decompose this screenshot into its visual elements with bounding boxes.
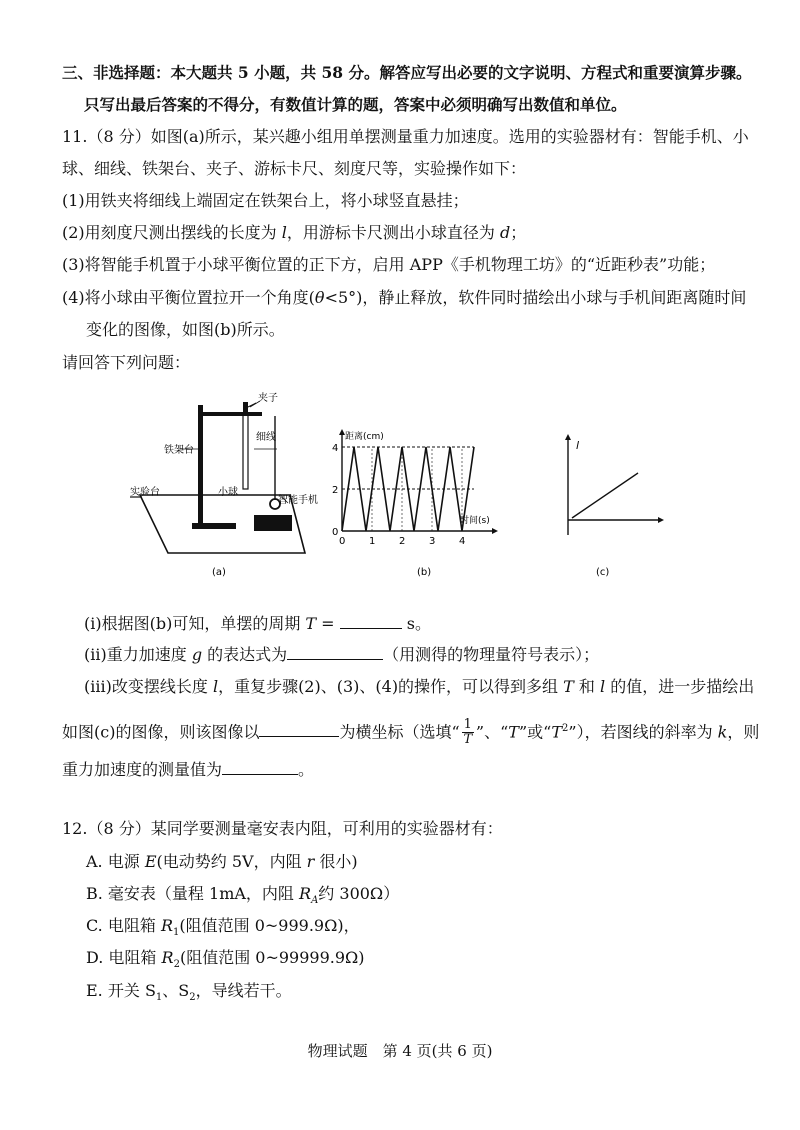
answer-blank-x-axis[interactable]: [259, 720, 339, 737]
q11-sub3-line2: 如图(c)的图像，则该图像以 为横坐标（选填“ $\frac{1}{T}$ ”、“T”或“$T^2$”），若图线的斜率为 k，则: [62, 717, 760, 748]
label-string: 细线: [256, 432, 276, 443]
q12-option-c: C. 电阻箱 $R_1$(阻值范围 0~999.9Ω)，: [86, 916, 360, 939]
page-footer: 物理试题 第 4 页(共 6 页): [307, 1042, 493, 1060]
answer-blank-g-expression[interactable]: [287, 643, 383, 660]
q12-option-e: E. 开关 $S_1$、$S_2$，导线若干。: [86, 981, 292, 1004]
q12-option-d: D. 电阻箱 $R_2$(阻值范围 0~99999.9Ω): [86, 948, 365, 971]
label-ball: 小球: [218, 487, 238, 498]
graph-c-ylabel: l: [576, 439, 580, 452]
q11-step3: (3)将智能手机置于小球平衡位置的正下方，启用 APP《手机物理工坊》的“近距秒表”功能；: [62, 255, 716, 274]
chart-x-tick-label: 1: [369, 536, 376, 547]
q11-intro-line2: 球、细线、铁架台、夹子、游标卡尺、刻度尺等，实验操作如下：: [62, 159, 527, 178]
q12-intro: 12.（8 分）某同学要测量毫安表内阻，可利用的实验器材有：: [62, 819, 503, 838]
caption-b: (b): [417, 567, 432, 578]
label-clamp: 夹子: [258, 393, 278, 404]
q11-sub3-line3: 重力加速度的测量值为 。: [62, 760, 315, 779]
q11-step4-cont: 变化的图像，如图(b)所示。: [86, 320, 285, 339]
graph-c-line: [572, 473, 638, 518]
section-instruction-line2: 只写出最后答案的不得分，有数值计算的题，答案中必须明确写出数值和单位。: [84, 95, 627, 114]
fraction-1-over-T: $\frac{1}{T}$: [463, 717, 473, 748]
chart-ylabel: 距离(cm): [345, 432, 384, 442]
chart-xlabel: 时间(s): [460, 516, 490, 526]
q11-sub1: (i)根据图(b)可知，单摆的周期 T = s。: [84, 614, 431, 633]
chart-x-tick-label: 3: [429, 536, 436, 547]
stand-pole: [198, 405, 203, 525]
chart-y-tick-label: 0: [332, 527, 339, 538]
label-phone: 智能手机: [278, 495, 318, 506]
label-stand: 铁架台: [164, 445, 194, 456]
smartphone: [254, 515, 292, 531]
q11-step2: (2)用刻度尺测出摆线的长度为 l，用游标卡尺测出小球直径为 d；: [62, 223, 527, 242]
caption-c: (c): [596, 567, 610, 578]
chart-y-tick-label: 2: [332, 485, 339, 496]
caption-a: (a): [212, 567, 226, 578]
answer-blank-period[interactable]: [340, 612, 402, 629]
q11-sub2: (ii)重力加速度 g 的表达式为 （用测得的物理量符号表示）；: [84, 645, 600, 664]
figure-b-chart: [332, 429, 498, 578]
chart-x-tick-label: 4: [459, 536, 466, 547]
section-instruction-line1: 三、非选择题：本大题共 5 小题，共 58 分。解答应写出必要的文字说明、方程式和重要演算步骤。: [62, 63, 752, 82]
chart-y-tick-label: 4: [332, 443, 339, 454]
q11-sub3-line1: (iii)改变摆线长度 l，重复步骤(2)、(3)、(4)的操作，可以得到多组 T 和 l 的值，进一步描绘出: [84, 677, 755, 696]
q11-intro-line1: 11.（8 分）如图(a)所示，某兴趣小组用单摆测量重力加速度。选用的实验器材有：智能手机、小: [62, 127, 749, 146]
stand-arm: [200, 412, 262, 416]
answer-blank-g-value[interactable]: [222, 758, 298, 775]
q11-step1: (1)用铁夹将细线上端固定在铁架台上，将小球竖直悬挂；: [62, 191, 469, 210]
q12-option-b: B. 毫安表（量程 1mA，内阻 $R_A$约 300Ω）: [86, 884, 400, 907]
figure-c-graph: [565, 434, 664, 578]
figures-panel: [120, 385, 680, 585]
chart-origin-label: 0: [339, 536, 346, 547]
figure-a-apparatus: [130, 391, 318, 578]
q11-ask: 请回答下列问题：: [62, 353, 191, 372]
q12-option-a: A. 电源 E(电动势约 5V，内阻 r 很小): [86, 852, 358, 871]
q11-step4: (4)将小球由平衡位置拉开一个角度(θ<5°)，静止释放，软件同时描绘出小球与手机间距离随时间: [62, 288, 747, 307]
chart-x-tick-label: 2: [399, 536, 406, 547]
label-table: 实验台: [130, 487, 160, 498]
